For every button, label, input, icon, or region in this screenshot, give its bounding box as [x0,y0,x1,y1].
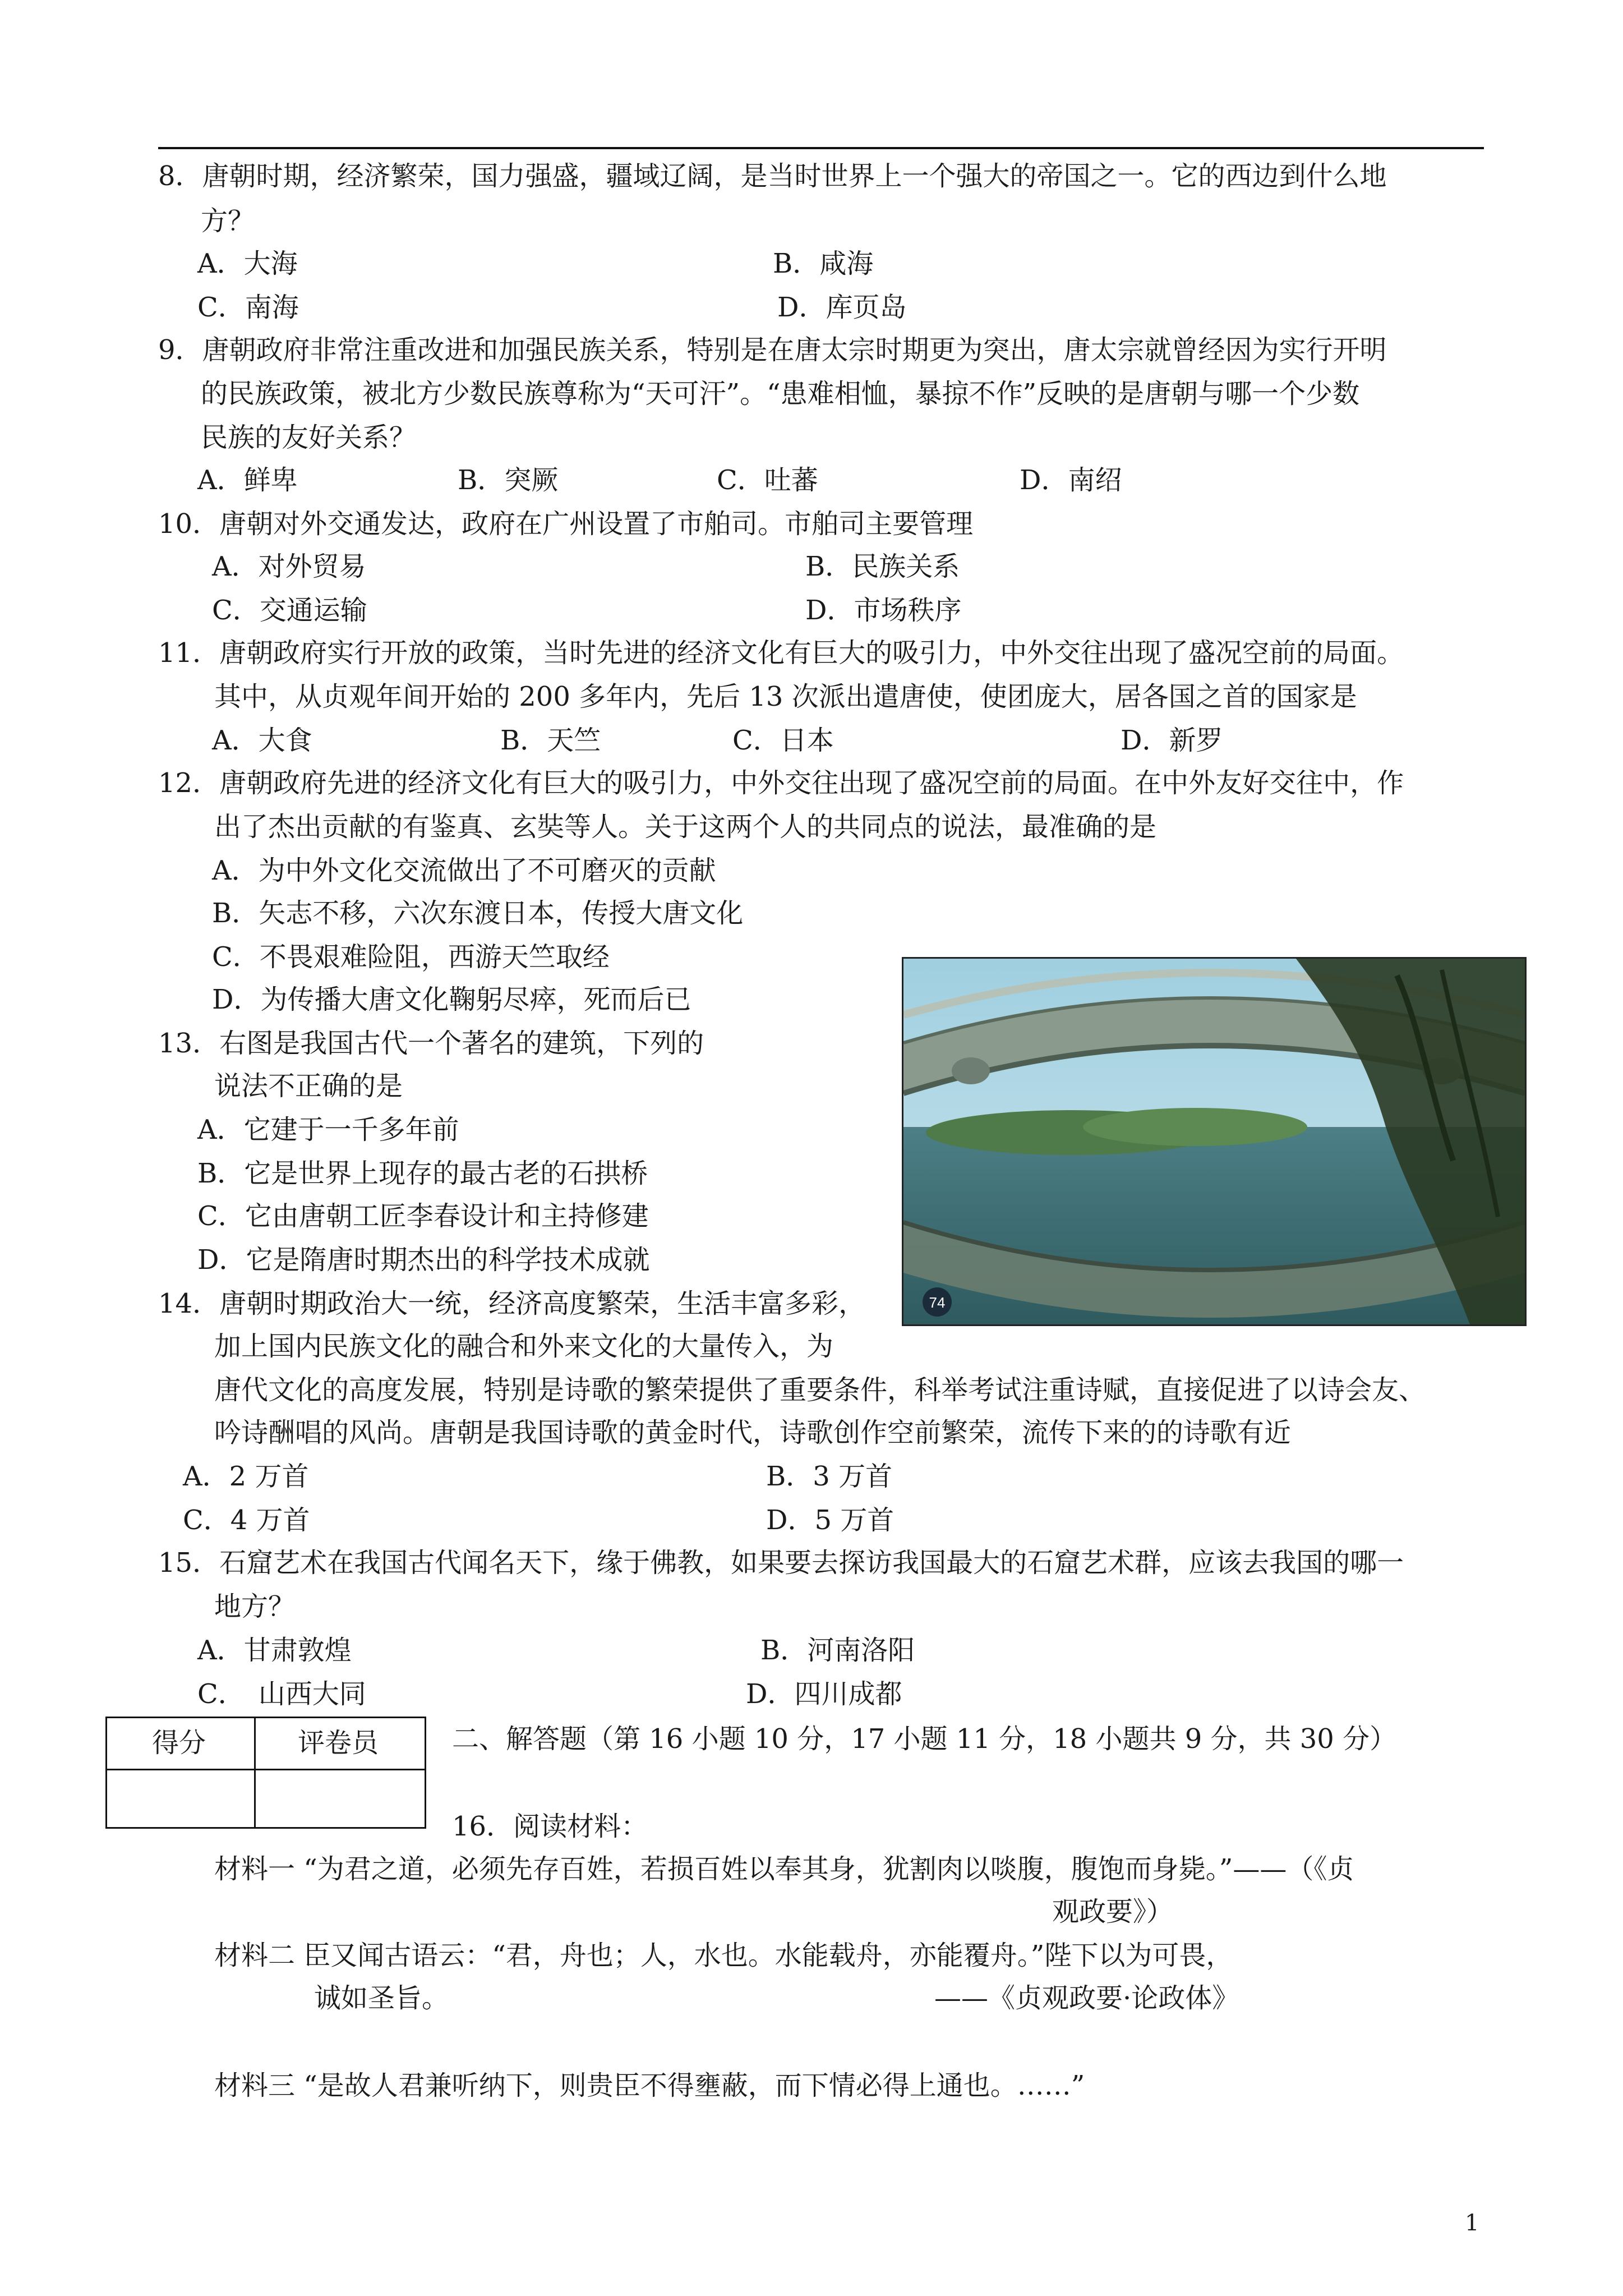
q13-stem-line1: 13．右图是我国古代一个著名的建筑，下列的 [158,1028,704,1059]
q10-stem: 10．唐朝对外交通发达，政府在广州设置了市舶司。市舶司主要管理 [158,508,974,540]
q14-stem-line4: 吟诗酬唱的风尚。唐朝是我国诗歌的黄金时代，诗歌创作空前繁荣，流传下来的的诗歌有近 [214,1417,1292,1448]
q9-option-c: C．吐蕃 [717,464,818,496]
header-rule [158,147,1484,149]
q8-option-d: D．库页岛 [777,292,907,323]
q11-stem-line1: 11．唐朝政府实行开放的政策，当时先进的经济文化有巨大的吸引力，中外交往出现了盛况空前的局面。 [158,637,1404,669]
q14-stem-line1: 14．唐朝时期政治大一统，经济高度繁荣，生活丰富多彩， [158,1288,866,1319]
q11-option-b: B．天竺 [500,725,601,756]
q12-stem-line2: 出了杰出贡献的有鉴真、玄奘等人。关于这两个人的共同点的说法，最准确的是 [214,811,1157,843]
q11-option-a: A．大食 [212,725,312,756]
q14-stem-line3: 唐代文化的高度发展，特别是诗歌的繁荣提供了重要条件，科举考试注重诗赋，直接促进了以诗会友、 [214,1374,1426,1406]
q12-option-b: B．矢志不移，六次东渡日本，传授大唐文化 [212,898,744,929]
q13-stem-line2: 说法不正确的是 [214,1070,403,1102]
score-table-row-divider [107,1769,425,1770]
q10-option-d: D．市场秩序 [805,595,962,626]
q9-stem-line2: 的民族政策，被北方少数民族尊称为“天可汗”。“患难相恤，暴掠不作”反映的是唐朝与哪一个少数 [201,378,1360,409]
q13-option-c: C．它由唐朝工匠李春设计和主持修建 [197,1200,649,1232]
q15-option-d: D．四川成都 [746,1678,902,1710]
q13-option-d: D．它是隋唐时期杰出的科学技术成就 [197,1244,650,1276]
q9-option-a: A．鲜卑 [197,464,298,496]
q14-option-c: C．4 万首 [183,1504,310,1536]
q9-stem-line3: 民族的友好关系？ [201,422,417,453]
q15-option-a: A．甘肃敦煌 [197,1635,352,1666]
material-1-line2: 观政要》） [1052,1896,1174,1927]
page-number: 1 [1465,2210,1479,2236]
q14-option-b: B．3 万首 [766,1461,893,1492]
q10-option-b: B．民族关系 [805,551,960,582]
material-1-line1: 材料一 “为君之道，必须先存百姓，若损百姓以奉其身，犹割肉以啖腹，腹饱而身毙。”——（《贞 [214,1853,1354,1885]
material-3-line1: 材料三 “是故人君兼听纳下，则贵臣不得壅蔽，而下情必得上通也。……” [214,2070,1085,2101]
q15-stem-line2: 地方？ [214,1591,296,1622]
q13-option-a: A．它建于一千多年前 [197,1114,459,1145]
q15-option-b: B．河南洛阳 [760,1635,915,1666]
score-label: 得分 [152,1727,206,1759]
q11-stem-line2: 其中，从贞观年间开始的 200 多年内，先后 13 次派出遣唐使，使团庞大，居各国之首的国家是 [214,681,1357,712]
q8-option-a: A．大海 [197,248,298,279]
q9-stem-line1: 9．唐朝政府非常注重改进和加强民族关系，特别是在唐太宗时期更为突出，唐太宗就曾经因为实行开明 [158,334,1387,366]
grader-label: 评卷员 [298,1727,379,1759]
q12-option-c: C．不畏艰难险阻，西游天竺取经 [212,941,610,973]
q8-option-c: C．南海 [197,292,299,323]
q15-stem-line1: 15．石窟艺术在我国古代闻名天下，缘于佛教，如果要去探访我国最大的石窟艺术群，应该去我国的哪一 [158,1547,1404,1579]
q12-option-a: A．为中外文化交流做出了不可磨灭的贡献 [212,855,716,886]
q8-stem-line1: 8．唐朝时期，经济繁荣，国力强盛，疆域辽阔，是当时世界上一个强大的帝国之一。它的西边到什么地 [158,160,1387,192]
material-2-source: ——《贞观政要·论政体》 [934,1982,1239,2014]
q9-option-b: B．突厥 [458,464,559,496]
q12-stem-line1: 12．唐朝政府先进的经济文化有巨大的吸引力，中外交往出现了盛况空前的局面。在中外友好交往中，作 [158,767,1404,799]
q11-option-c: C．日本 [732,725,834,756]
q14-option-d: D．5 万首 [766,1504,895,1536]
material-2-line2: 诚如圣旨。 [314,1982,449,2014]
q15-option-c: C． 山西大同 [197,1678,366,1710]
score-table-divider [254,1718,256,1827]
q14-option-a: A．2 万首 [183,1461,309,1492]
section-title: 二、解答题（第 16 小题 10 分，17 小题 11 分，18 小题共 9 分，共 30 分） [452,1723,1397,1755]
q14-stem-line2: 加上国内民族文化的融合和外来文化的大量传入，为 [214,1331,834,1362]
q8-stem-line2: 方？ [201,205,255,237]
image-badge: 74 [929,1294,946,1311]
score-table [105,1717,426,1829]
q8-option-b: B．咸海 [773,248,874,279]
q10-option-a: A．对外贸易 [212,551,366,582]
q12-option-d: D．为传播大唐文化鞠躬尽瘁，死而后已 [212,984,691,1015]
q13-option-b: B．它是世界上现存的最古老的石拱桥 [197,1158,648,1189]
material-2-line1: 材料二 臣又闻古语云：“君，舟也；人，水也。水能载舟，亦能覆舟。”陛下以为可畏， [214,1940,1233,1971]
q16-intro: 16．阅读材料： [452,1811,648,1842]
q11-option-d: D．新罗 [1121,725,1223,756]
q9-option-d: D．南绍 [1020,464,1122,496]
zhaozhou-bridge-image [902,957,1527,1326]
q10-option-c: C．交通运输 [212,595,367,626]
